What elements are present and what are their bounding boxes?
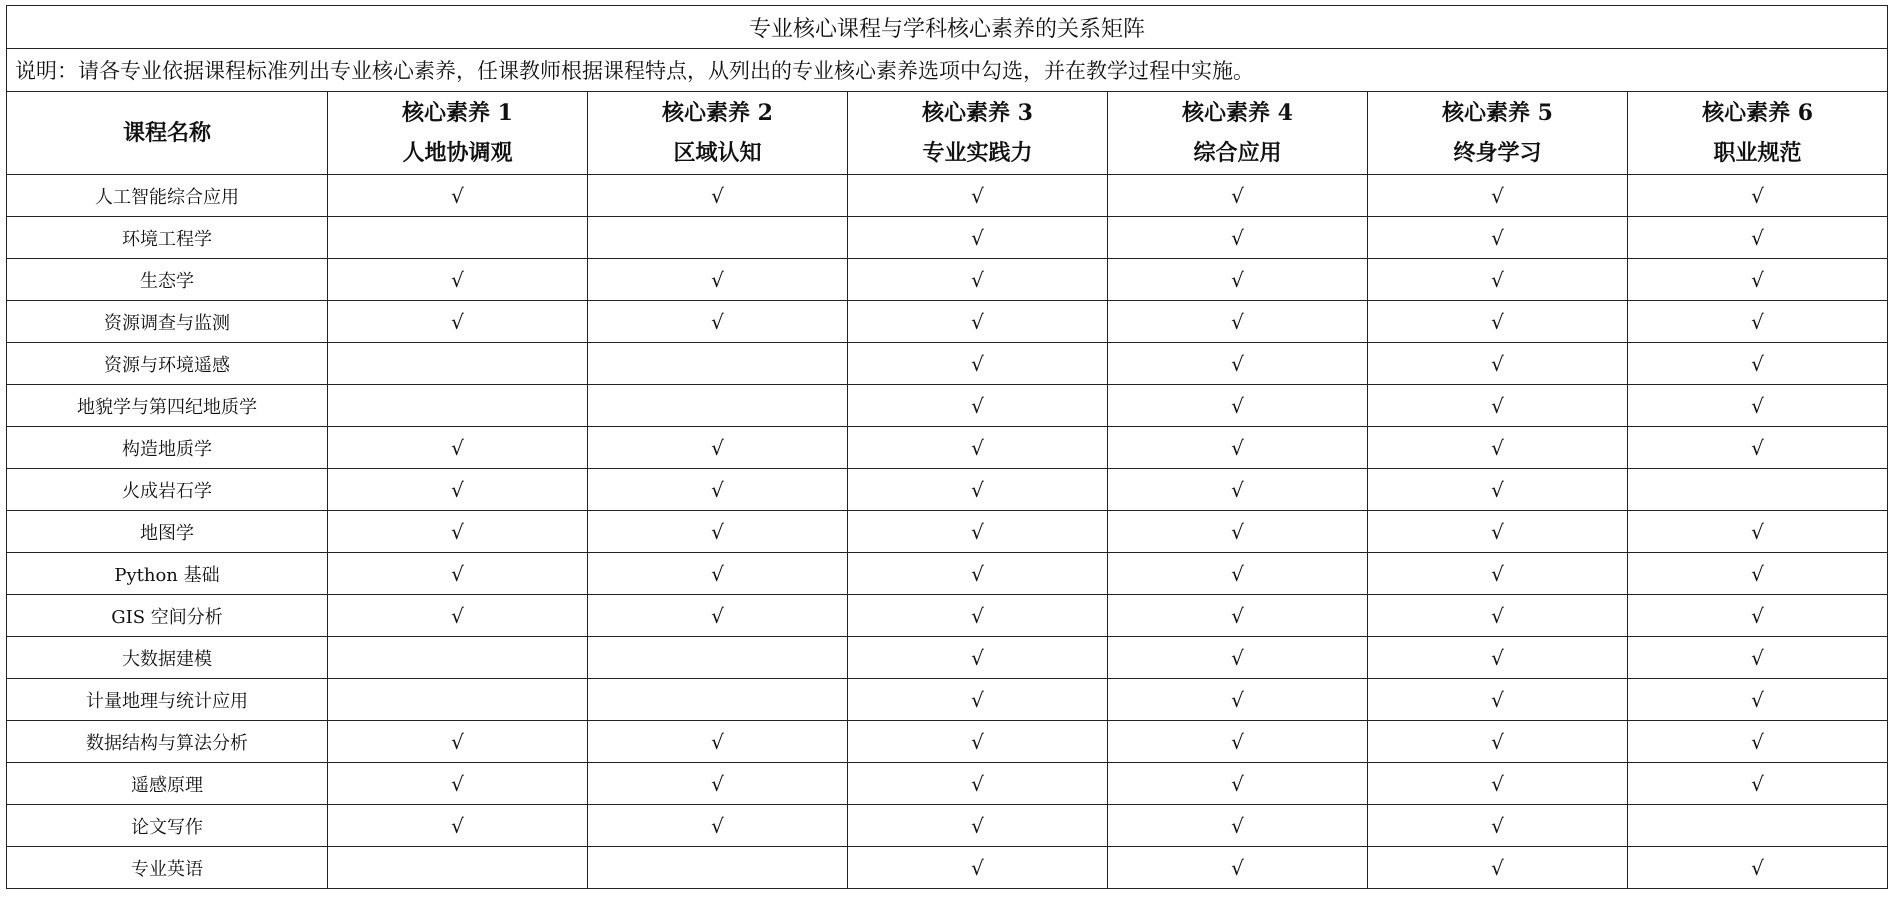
competency-cell [328,595,588,637]
check-mark: √ [1491,813,1504,838]
check-mark: √ [1491,603,1504,628]
check-mark: √ [1491,771,1504,796]
competency-cell [328,679,588,721]
course-name-cell: 环境工程学 [7,217,328,259]
course-name-cell: 生态学 [7,259,328,301]
check-mark: √ [1491,309,1504,334]
competency-cell [848,427,1108,469]
check-mark: √ [971,687,984,712]
competency-cell [328,847,588,889]
check-mark: √ [971,351,984,376]
table-row [7,553,1888,595]
table-row [7,637,1888,679]
competency-cell [1368,301,1628,343]
course-name-cell: 构造地质学 [7,427,328,469]
competency-cell [1628,553,1888,595]
check-mark: √ [1491,351,1504,376]
competency-cell [588,511,848,553]
check-mark: √ [711,603,724,628]
competency-name: 综合应用 [1193,140,1282,166]
competency-cell [1108,763,1368,805]
competency-cell [588,175,848,217]
check-mark: √ [1231,729,1244,754]
competency-cell [1108,469,1368,511]
competency-cell [588,469,848,511]
competency-cell [328,301,588,343]
course-name-cell: 大数据建模 [7,637,328,679]
competency-cell [848,679,1108,721]
competency-cell [1628,385,1888,427]
competency-code: 核心素养 3 [922,100,1033,126]
check-mark: √ [971,813,984,838]
competency-cell [328,385,588,427]
competency-cell [1628,847,1888,889]
course-name-cell: Python 基础 [7,553,328,595]
competency-cell [588,847,848,889]
table-row [7,511,1888,553]
table-row [7,847,1888,889]
table-row [7,469,1888,511]
check-mark: √ [1751,225,1764,250]
competency-cell [848,721,1108,763]
competency-cell [328,805,588,847]
competency-cell [588,763,848,805]
title-row [7,6,1888,49]
check-mark: √ [1491,561,1504,586]
check-mark: √ [711,771,724,796]
course-name-cell: 论文写作 [7,805,328,847]
competency-cell [1108,343,1368,385]
check-mark: √ [971,393,984,418]
competency-cell [1628,721,1888,763]
course-name-cell: 专业英语 [7,847,328,889]
check-mark: √ [451,729,464,754]
competency-cell [848,763,1108,805]
check-mark: √ [971,267,984,292]
matrix-body [7,6,1888,889]
check-mark: √ [1231,855,1244,880]
competency-cell [328,343,588,385]
note-row [7,49,1888,92]
check-mark: √ [1751,687,1764,712]
competency-cell [588,805,848,847]
competency-cell [588,217,848,259]
check-mark: √ [1751,435,1764,460]
competency-cell [588,721,848,763]
competency-cell [1628,259,1888,301]
check-mark: √ [1491,477,1504,502]
competency-cell [848,637,1108,679]
check-mark: √ [1231,477,1244,502]
check-mark: √ [1751,603,1764,628]
competency-cell [588,301,848,343]
check-mark: √ [1491,519,1504,544]
competency-cell [1108,805,1368,847]
competency-cell [1628,637,1888,679]
competency-cell [1108,385,1368,427]
header-row [7,92,1888,175]
competency-cell [1108,175,1368,217]
check-mark: √ [1751,855,1764,880]
check-mark: √ [1491,645,1504,670]
competency-cell [328,511,588,553]
check-mark: √ [1231,813,1244,838]
competency-cell [1368,175,1628,217]
table-note: 说明：请各专业依据课程标准列出专业核心素养，任课教师根据课程特点，从列出的专业核心素养选项中勾选，并在教学过程中实施。 [7,49,1888,92]
competency-cell [1108,679,1368,721]
competency-cell [328,637,588,679]
competency-matrix-table [6,5,1888,889]
check-mark: √ [1491,729,1504,754]
competency-cell [1108,595,1368,637]
check-mark: √ [1231,771,1244,796]
check-mark: √ [1231,603,1244,628]
check-mark: √ [1751,729,1764,754]
competency-cell [1628,595,1888,637]
course-name-cell: GIS 空间分析 [7,595,328,637]
competency-cell [848,175,1108,217]
check-mark: √ [1231,645,1244,670]
competency-cell [848,469,1108,511]
competency-cell [1108,721,1368,763]
competency-cell [328,175,588,217]
check-mark: √ [971,603,984,628]
check-mark: √ [451,477,464,502]
competency-cell [1628,511,1888,553]
check-mark: √ [1491,267,1504,292]
competency-cell [848,259,1108,301]
check-mark: √ [711,561,724,586]
check-mark: √ [1751,645,1764,670]
competency-cell [1108,301,1368,343]
competency-code: 核心素养 1 [402,100,513,126]
check-mark: √ [1491,855,1504,880]
check-mark: √ [711,309,724,334]
competency-cell [1108,217,1368,259]
check-mark: √ [971,771,984,796]
check-mark: √ [971,225,984,250]
competency-cell [328,553,588,595]
competency-cell [1628,427,1888,469]
check-mark: √ [1231,393,1244,418]
check-mark: √ [971,519,984,544]
competency-cell [1368,217,1628,259]
check-mark: √ [711,477,724,502]
check-mark: √ [711,813,724,838]
competency-cell [848,511,1108,553]
table-row [7,679,1888,721]
check-mark: √ [1491,183,1504,208]
competency-cell [328,469,588,511]
competency-cell [328,259,588,301]
course-name-cell: 计量地理与统计应用 [7,679,328,721]
competency-cell [1368,679,1628,721]
competency-cell [1108,553,1368,595]
competency-code: 核心素养 4 [1182,100,1293,126]
check-mark: √ [1231,225,1244,250]
competency-cell [1368,637,1628,679]
check-mark: √ [1231,351,1244,376]
competency-cell [848,595,1108,637]
check-mark: √ [711,729,724,754]
check-mark: √ [451,267,464,292]
competency-cell [1368,721,1628,763]
table-row [7,217,1888,259]
check-mark: √ [971,183,984,208]
competency-cell [588,259,848,301]
competency-cell [1628,301,1888,343]
check-mark: √ [971,645,984,670]
competency-cell [1368,595,1628,637]
competency-cell [1108,511,1368,553]
competency-cell [848,343,1108,385]
check-mark: √ [451,519,464,544]
check-mark: √ [451,561,464,586]
competency-cell [1368,427,1628,469]
check-mark: √ [1751,183,1764,208]
competency-cell [848,553,1108,595]
competency-header-4 [1108,92,1368,175]
competency-cell [1628,679,1888,721]
competency-cell [1108,847,1368,889]
competency-cell [1368,847,1628,889]
check-mark: √ [451,435,464,460]
check-mark: √ [1231,309,1244,334]
check-mark: √ [971,729,984,754]
table-row [7,343,1888,385]
check-mark: √ [451,309,464,334]
competency-cell [1628,805,1888,847]
table-row [7,259,1888,301]
check-mark: √ [1491,687,1504,712]
check-mark: √ [451,813,464,838]
course-name-cell: 人工智能综合应用 [7,175,328,217]
table-row [7,595,1888,637]
check-mark: √ [451,771,464,796]
competency-header-6 [1628,92,1888,175]
competency-cell [588,385,848,427]
competency-header-1 [328,92,588,175]
course-name-cell: 资源与环境遥感 [7,343,328,385]
check-mark: √ [1491,225,1504,250]
course-name-cell: 遥感原理 [7,763,328,805]
competency-cell [1368,343,1628,385]
competency-cell [588,637,848,679]
check-mark: √ [971,477,984,502]
table-row [7,763,1888,805]
competency-cell [848,847,1108,889]
table-row [7,175,1888,217]
table-row [7,721,1888,763]
competency-name: 区域认知 [673,140,762,166]
competency-cell [1628,469,1888,511]
course-name-cell: 资源调查与监测 [7,301,328,343]
competency-cell [1368,511,1628,553]
check-mark: √ [1231,519,1244,544]
table-row [7,301,1888,343]
competency-cell [1628,763,1888,805]
competency-cell [848,805,1108,847]
check-mark: √ [1751,267,1764,292]
competency-name: 职业规范 [1713,140,1802,166]
competency-cell [588,427,848,469]
competency-cell [588,343,848,385]
competency-cell [1108,259,1368,301]
competency-cell [328,427,588,469]
competency-cell [848,301,1108,343]
competency-cell [1368,763,1628,805]
competency-code: 核心素养 2 [662,100,773,126]
course-name-cell: 地貌学与第四纪地质学 [7,385,328,427]
check-mark: √ [971,309,984,334]
check-mark: √ [1751,771,1764,796]
competency-cell [328,763,588,805]
competency-cell [1368,469,1628,511]
table-title: 专业核心课程与学科核心素养的关系矩阵 [7,6,1888,49]
competency-cell [1628,343,1888,385]
check-mark: √ [711,183,724,208]
check-mark: √ [711,435,724,460]
competency-cell [1368,805,1628,847]
competency-code: 核心素养 5 [1442,100,1553,126]
check-mark: √ [1491,393,1504,418]
competency-cell [588,679,848,721]
check-mark: √ [711,519,724,544]
competency-name: 专业实践力 [922,140,1033,166]
competency-header-2 [588,92,848,175]
check-mark: √ [1231,561,1244,586]
check-mark: √ [971,435,984,460]
check-mark: √ [1231,183,1244,208]
course-name-cell: 火成岩石学 [7,469,328,511]
competency-cell [328,217,588,259]
competency-cell [1628,175,1888,217]
check-mark: √ [1751,309,1764,334]
check-mark: √ [971,855,984,880]
check-mark: √ [451,603,464,628]
competency-cell [1368,385,1628,427]
competency-code: 核心素养 6 [1702,100,1814,126]
course-name-cell: 地图学 [7,511,328,553]
table-row [7,427,1888,469]
competency-cell [328,721,588,763]
competency-header-5 [1368,92,1628,175]
competency-cell [588,553,848,595]
check-mark: √ [1751,393,1764,418]
check-mark: √ [1491,435,1504,460]
check-mark: √ [1231,435,1244,460]
check-mark: √ [1231,687,1244,712]
check-mark: √ [451,183,464,208]
check-mark: √ [1751,351,1764,376]
competency-header-3 [848,92,1108,175]
course-name-cell: 数据结构与算法分析 [7,721,328,763]
competency-cell [588,595,848,637]
course-name-header: 课程名称 [7,92,328,175]
table-row [7,805,1888,847]
competency-cell [848,217,1108,259]
check-mark: √ [1751,561,1764,586]
competency-cell [1628,217,1888,259]
check-mark: √ [1751,519,1764,544]
check-mark: √ [971,561,984,586]
check-mark: √ [1231,267,1244,292]
competency-cell [1368,553,1628,595]
competency-cell [1108,427,1368,469]
competency-cell [1368,259,1628,301]
competency-cell [1108,637,1368,679]
competency-cell [848,385,1108,427]
table-row [7,385,1888,427]
competency-name: 人地协调观 [402,140,513,166]
check-mark: √ [711,267,724,292]
competency-name: 终身学习 [1453,140,1542,166]
